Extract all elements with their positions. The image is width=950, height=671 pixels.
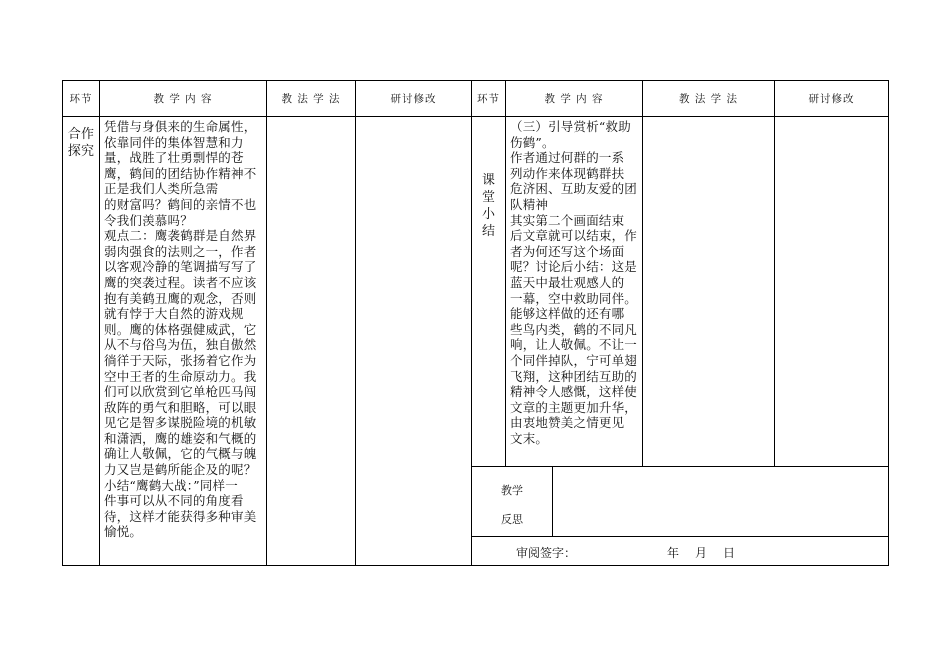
review-signature-label: 审阅签字： [516, 546, 577, 560]
table-border-right [888, 80, 889, 566]
review-date-label: 年 月 日 [667, 546, 738, 560]
header-content-left: 教 学 内 容 [153, 93, 213, 105]
header-revise-right: 研讨修改 [808, 93, 855, 105]
header-content-right: 教 学 内 容 [544, 93, 604, 105]
content-right-text: （三）引导赏析“救助 伤鹤”。 作者通过何群的一系 列动作来体现鹤群扶 危济困、互助友爱的团 队精神 其实第二个画面结束 后文章就可以结束，作 者为何还写这个场面 呢？讨论后小结：这是 蓝天中最壮观感人的 一幕，空中救助同伴。 能够这样做的还有哪 些鸟内类，鹤的不同凡 响，让人敬佩。不让一 个同伴掉队，宁可单翅 飞翔，这种团结互助的 精神令人感慨，这样使 文章的主题更加升华， 由衷地赞美之情更见 文末。 [510, 119, 638, 446]
col-line-4 [471, 80, 472, 566]
header-stage-right: 环节 [477, 93, 500, 105]
col-line-2 [266, 80, 267, 566]
stage-cooperative-inquiry: 合作 探究 [67, 127, 95, 159]
reflection-label-top: 教学 [501, 484, 523, 497]
col-line-6 [642, 80, 643, 466]
reflection-field[interactable] [553, 467, 888, 536]
stage-class-summary: 课 堂 小 结 [481, 173, 495, 239]
review-top-line [471, 536, 889, 537]
content-left-text: 凭借与身俱来的生命属性， 依靠同伴的集体智慧和力 量，战胜了壮勇剽悍的苍 鹰，鹤间的团结协作精神不 正是我们人类所急需 的财富吗？鹤间的亲情不也 令我们羡慕吗？ 观点二：鹰袭鹤群是自然界 弱肉强食的法则之一，作者 以客观冷静的笔调描写写了 鹰的突袭过程。读者不应该 抱有美鹤丑鹰的观念，否则 就有悖于大自然的游戏规 则。鹰的体格强健威武，它 从不与俗鸟为伍，独自傲然 徜徉于天际，张扬着它作为 空中王者的生命原动力。我 们可以欣赏到它单枪匹马闯 敌阵的勇气和胆略，可以眼 见它是智多谋脱险境的机敏 和潇洒，鹰的雄姿和气概的 确让人敬佩，它的气概与魄 力又岂是鹤所能企及的呢？ 小结“鹰鹤大战：”同样一 件事可以从不同的角度看 待，这样才能获得多种审美 愉悦。 [104, 119, 257, 540]
header-method-left: 教 法 学 法 [281, 93, 341, 105]
reflection-label-bottom: 反思 [501, 513, 523, 526]
table-border-bottom [62, 565, 889, 566]
col-line-3 [355, 80, 356, 566]
header-revise-left: 研讨修改 [390, 93, 437, 105]
header-stage-left: 环节 [69, 93, 93, 105]
col-line-7 [774, 80, 775, 466]
header-method-right: 教 法 学 法 [678, 93, 738, 105]
